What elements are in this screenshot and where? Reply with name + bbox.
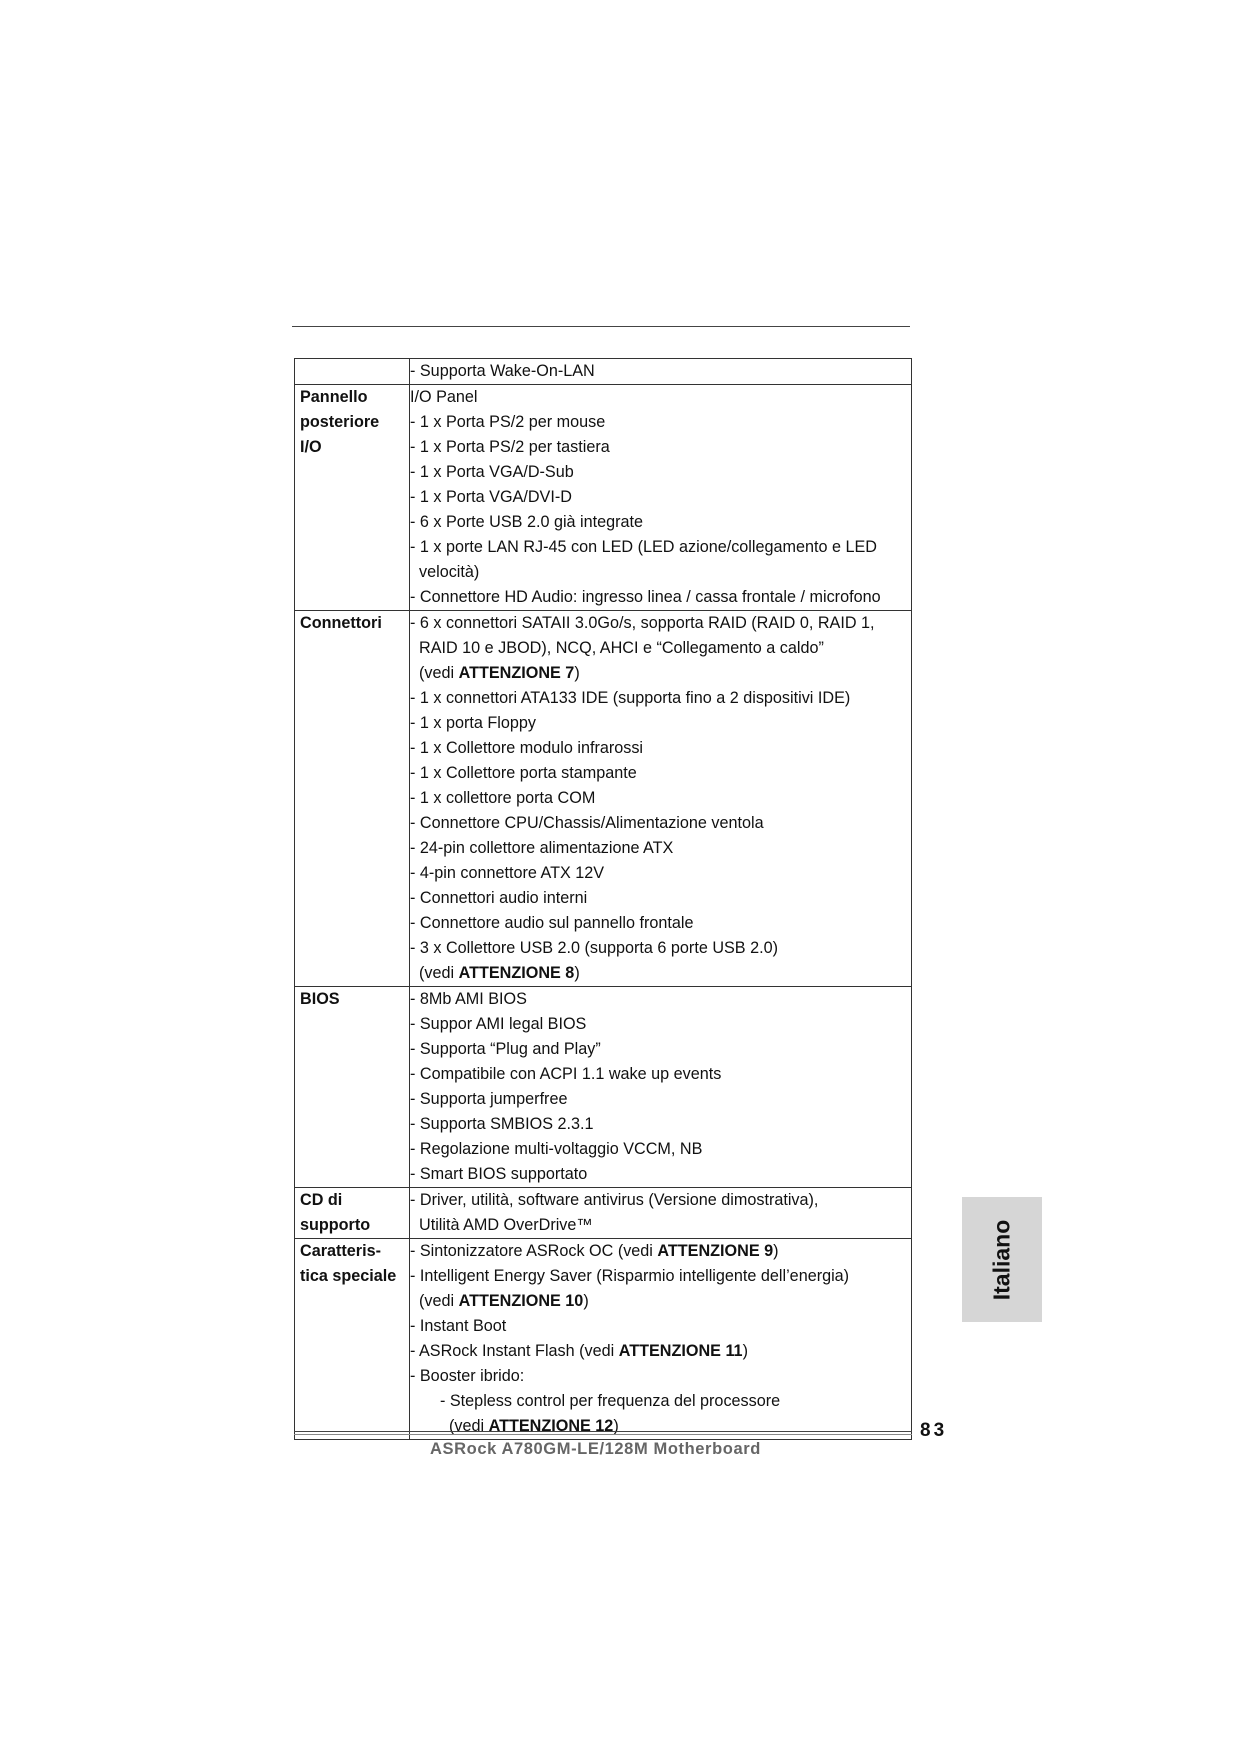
spec-row (295, 385, 912, 611)
spec-item: - Intelligent Energy Saver (Risparmio intelligente dell’energia) (410, 1267, 850, 1285)
spec-item (410, 1239, 911, 1264)
spec-item: - 8Mb AMI BIOS (410, 990, 527, 1008)
spec-item-note-ref: ATTENZIONE 12 (488, 1417, 614, 1435)
spec-item: - Connettori audio interni (410, 889, 588, 907)
spec-item (410, 1289, 911, 1314)
spec-row (295, 1239, 912, 1440)
spec-item: - 3 x Collettore USB 2.0 (supporta 6 porte USB 2.0) (410, 939, 778, 957)
spec-item: - 1 x Porta PS/2 per tastiera (410, 438, 610, 456)
spec-item-note-ref: ATTENZIONE 7 (458, 664, 575, 682)
spec-values (410, 611, 912, 987)
spec-item: - 1 x Porta PS/2 per mouse (410, 413, 606, 431)
spec-label-line: tica speciale (300, 1267, 397, 1285)
spec-values (410, 385, 912, 611)
footer-product-name: ASRock A780GM-LE/128M Motherboard (430, 1440, 761, 1458)
spec-item: - 6 x Porte USB 2.0 già integrate (410, 513, 644, 531)
spec-item: - 1 x collettore porta COM (410, 789, 596, 807)
spec-row (295, 1188, 912, 1239)
spec-item-note-ref: ATTENZIONE 8 (458, 964, 575, 982)
spec-label (295, 1239, 410, 1440)
spec-label-line: I/O (300, 438, 322, 456)
spec-values (410, 1239, 912, 1440)
spec-values (410, 1188, 912, 1239)
language-tab (962, 1197, 1042, 1322)
spec-item: - Connettore audio sul pannello frontale (410, 914, 694, 932)
spec-item-note-ref: ATTENZIONE 10 (458, 1292, 584, 1310)
spec-row (295, 611, 912, 987)
spec-label-line: BIOS (300, 990, 340, 1008)
spec-item: - Smart BIOS supportato (410, 1165, 588, 1183)
spec-item: - Booster ibrido: (410, 1367, 525, 1385)
spec-label-line: Pannello (300, 388, 368, 406)
spec-item: - 1 x porta Floppy (410, 714, 536, 732)
spec-label (295, 987, 410, 1188)
spec-item: - 1 x Collettore porta stampante (410, 764, 637, 782)
spec-item: - Suppor AMI legal BIOS (410, 1015, 587, 1033)
spec-item (410, 1339, 911, 1364)
spec-item-note-ref: ATTENZIONE 11 (618, 1342, 743, 1360)
spec-item-text: ) (583, 1292, 589, 1310)
spec-label (295, 359, 410, 385)
spec-item-text: ) (773, 1242, 779, 1260)
spec-item-text: (vedi (419, 964, 459, 982)
spec-item: - 4-pin connettore ATX 12V (410, 864, 605, 882)
specification-table (294, 358, 912, 1440)
spec-item-text: (vedi (419, 1292, 459, 1310)
spec-values (410, 359, 912, 385)
spec-item-text: - ASRock Instant Flash (vedi (410, 1342, 619, 1360)
spec-item: - 1 x connettori ATA133 IDE (supporta fino a 2 dispositivi IDE) (410, 689, 851, 707)
spec-item (410, 1414, 911, 1439)
spec-item-text: ) (613, 1417, 619, 1435)
spec-item: - 6 x connettori SATAII 3.0Go/s, sopporta RAID (RAID 0, RAID 1, (410, 614, 875, 632)
spec-label-line: supporto (300, 1216, 371, 1234)
spec-item-text: (vedi (419, 664, 459, 682)
spec-item-text: ) (574, 964, 580, 982)
language-tab-label: Italiano (988, 1219, 1015, 1300)
spec-label-line: Connettori (300, 614, 382, 632)
spec-item: - Instant Boot (410, 1317, 507, 1335)
spec-item: Utilità AMD OverDrive™ (419, 1216, 593, 1234)
spec-label (295, 1188, 410, 1239)
spec-item: - 24-pin collettore alimentazione ATX (410, 839, 674, 857)
spec-item-text: (vedi (449, 1417, 489, 1435)
spec-item: - Stepless control per frequenza del processore (440, 1392, 781, 1410)
spec-item: - 1 x porte LAN RJ-45 con LED (LED azione/collegamento e LED (410, 538, 877, 556)
spec-item: - Compatibile con ACPI 1.1 wake up events (410, 1065, 722, 1083)
spec-item (410, 961, 911, 986)
spec-item: - Supporta “Plug and Play” (410, 1040, 601, 1058)
spec-item: - Supporta jumperfree (410, 1090, 568, 1108)
spec-item: - 1 x Collettore modulo infrarossi (410, 739, 644, 757)
spec-item: - Regolazione multi-voltaggio VCCM, NB (410, 1140, 703, 1158)
spec-item: I/O Panel (410, 388, 478, 406)
spec-label (295, 385, 410, 611)
spec-item: - 1 x Porta VGA/D-Sub (410, 463, 574, 481)
spec-item-note-ref: ATTENZIONE 9 (657, 1242, 774, 1260)
spec-item: RAID 10 e JBOD), NCQ, AHCI e “Collegamento a caldo” (419, 639, 824, 657)
spec-item: - Connettore CPU/Chassis/Alimentazione ventola (410, 814, 764, 832)
spec-row (295, 359, 912, 385)
spec-item-text: ) (742, 1342, 748, 1360)
spec-item-text: - Sintonizzatore ASRock OC (vedi (410, 1242, 658, 1260)
spec-item: - Driver, utilità, software antivirus (Versione dimostrativa), (410, 1191, 819, 1209)
spec-item: velocità) (419, 563, 480, 581)
spec-label-line: Caratteris- (300, 1242, 381, 1260)
spec-label-line: posteriore (300, 413, 380, 431)
spec-item: - Supporta SMBIOS 2.3.1 (410, 1115, 594, 1133)
spec-item: - Supporta Wake-On-LAN (410, 362, 595, 380)
spec-values (410, 987, 912, 1188)
spec-item: - 1 x Porta VGA/DVI-D (410, 488, 572, 506)
header-rule (292, 326, 910, 327)
spec-row (295, 987, 912, 1188)
spec-label-line: CD di (300, 1191, 343, 1209)
spec-item (410, 661, 911, 686)
footer-rule (294, 1431, 912, 1435)
spec-item-text: ) (574, 664, 580, 682)
spec-label (295, 611, 410, 987)
spec-item: - Connettore HD Audio: ingresso linea / cassa frontale / microfono (410, 588, 881, 606)
page-number: 83 (920, 1420, 948, 1441)
